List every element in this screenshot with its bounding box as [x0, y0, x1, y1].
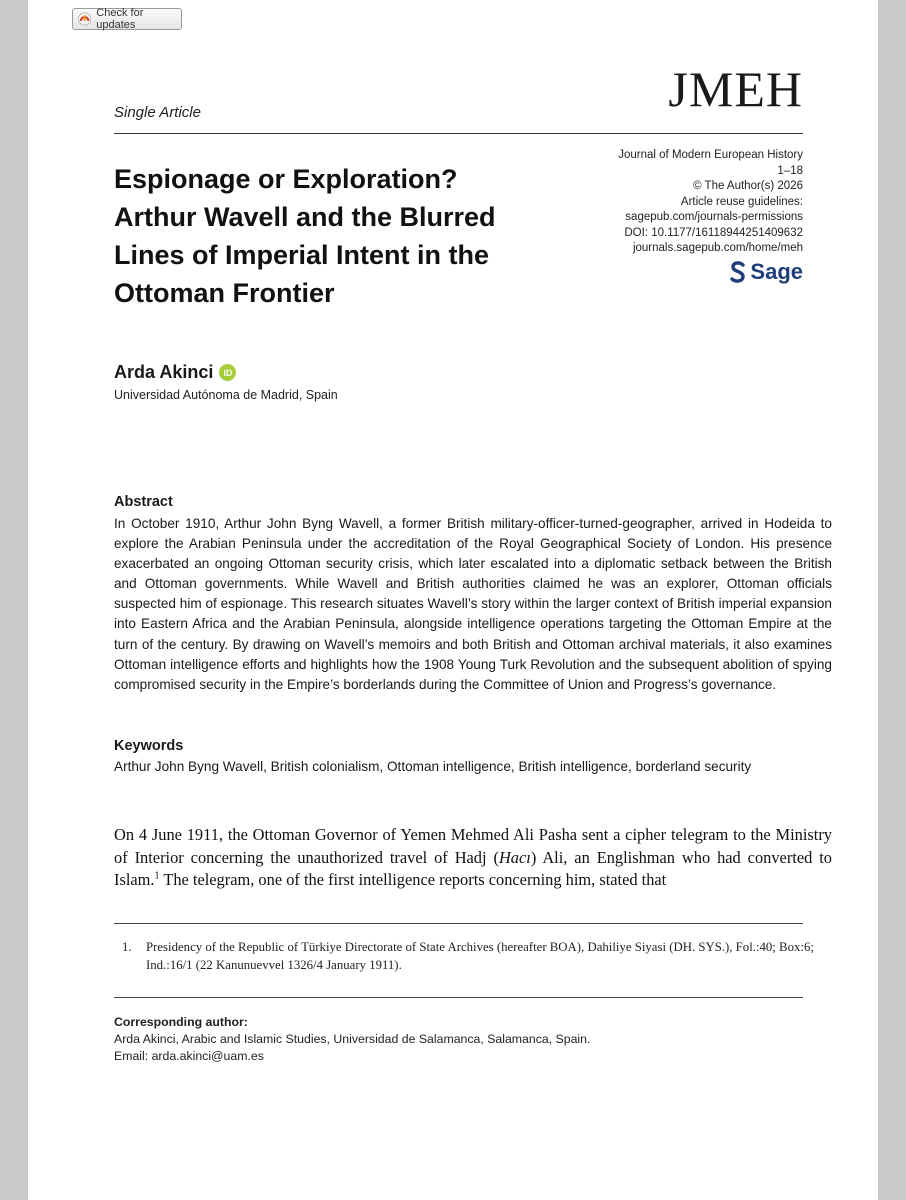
orcid-icon[interactable]: iD: [219, 364, 236, 381]
corresponding-heading: Corresponding author:: [114, 1015, 248, 1029]
corresponding-affiliation: Arda Akinci, Arabic and Islamic Studies, Universidad de Salamanca, Salamanca, Spain.: [114, 1032, 591, 1046]
journal-logo: JMEH: [668, 61, 803, 117]
article-page: [28, 0, 878, 1200]
page-range: 1–18: [777, 164, 803, 177]
title-line: Lines of Imperial Intent in the: [114, 240, 490, 270]
body-text-part: On 4 June 1911, the Ottoman Governor of Yemen Mehmed Ali Pasha sent a cipher telegram to the Ministry of Interior concerning the unauthorized travel of Hadj (: [114, 825, 832, 867]
keywords-heading: Keywords: [114, 738, 184, 754]
author-name: Arda Akinci: [114, 362, 214, 382]
reuse-label: Article reuse guidelines:: [680, 195, 803, 208]
body-paragraph: [114, 824, 832, 892]
author-affiliation: Universidad Autónoma de Madrid, Spain: [114, 388, 338, 402]
footnote: [122, 938, 832, 974]
body-text-part: The telegram, one of the first intelligence reports concerning him, stated that: [159, 870, 667, 889]
corresponding-divider: [114, 997, 803, 998]
copyright: © The Author(s) 2026: [693, 180, 803, 192]
publisher-name: Sage: [750, 258, 803, 284]
corresponding-author-block: [114, 1014, 590, 1065]
footnote-reference[interactable]: 1: [154, 870, 160, 882]
journal-homepage-link[interactable]: journals.sagepub.com/home/meh: [632, 242, 803, 254]
article-title: [114, 160, 594, 312]
check-for-updates-button[interactable]: [72, 8, 182, 30]
footnote-divider: [114, 923, 803, 924]
keywords-text: Arthur John Byng Wavell, British colonialism, Ottoman intelligence, British intelligence, borderland security: [114, 759, 752, 774]
author-block: [114, 362, 236, 383]
sage-logo-icon: [730, 261, 746, 283]
title-line: Espionage or Exploration?: [114, 164, 458, 194]
article-type-label: Single Article: [114, 104, 201, 121]
body-text-italic: Hacı: [498, 847, 531, 867]
title-line: Ottoman Frontier: [114, 278, 335, 308]
footnote-text: Presidency of the Republic of Türkiye Directorate of State Archives (hereafter BOA), Dahiliye Siyasi (DH. SYS.), Fol.:40; Box:6; Ind.:16/1 (22 Kanunuevvel 1326/4 January 1911).: [146, 940, 814, 972]
abstract-text: In October 1910, Arthur John Byng Wavell, a former British military-officer-turned-geographer, arrived in Hodeida to explore the Arabian Peninsula under the accreditation of the Royal Geographical Society of London. His presence exacerbated an ongoing Ottoman security crisis, which later escalated into a diplomatic setback between the British and Ottoman governments. While Wavell and British authorities claimed he was an explorer, Ottoman officials suspected him of espionage. This research situates Wavell’s story within the larger context of British imperial expansion into Eastern Africa and the Arabian Peninsula, alongside intelligence operations targeting the Ottoman Empire at the turn of the century. By drawing on Wavell’s memoirs and both British and Ottoman archival materials, it also examines Ottoman intelligence efforts and highlights how the 1908 Young Turk Revolution and the subsequent abolition of spying compromised security in the Empire’s borderlands during the Committee of Union and Progress’s governance.: [114, 516, 832, 692]
footnote-number: 1.: [122, 940, 132, 954]
header-divider: [114, 133, 803, 134]
check-for-updates-icon: [78, 12, 91, 26]
journal-name: Journal of Modern European History: [618, 149, 803, 161]
reuse-link[interactable]: sagepub.com/journals-permissions: [625, 211, 803, 223]
doi-link[interactable]: DOI: 10.1177/16118944251409632: [624, 226, 803, 239]
title-line: Arthur Wavell and the Blurred: [114, 202, 496, 232]
journal-metadata: [618, 148, 803, 283]
body-text-part: ) Ali, an Englishman who had converted to Islam.: [114, 847, 832, 889]
publisher-logo: [618, 258, 803, 284]
abstract-heading: Abstract: [114, 494, 173, 510]
corresponding-email[interactable]: Email: arda.akinci@uam.es: [114, 1049, 264, 1063]
check-for-updates-label: Check for updates: [96, 7, 144, 31]
